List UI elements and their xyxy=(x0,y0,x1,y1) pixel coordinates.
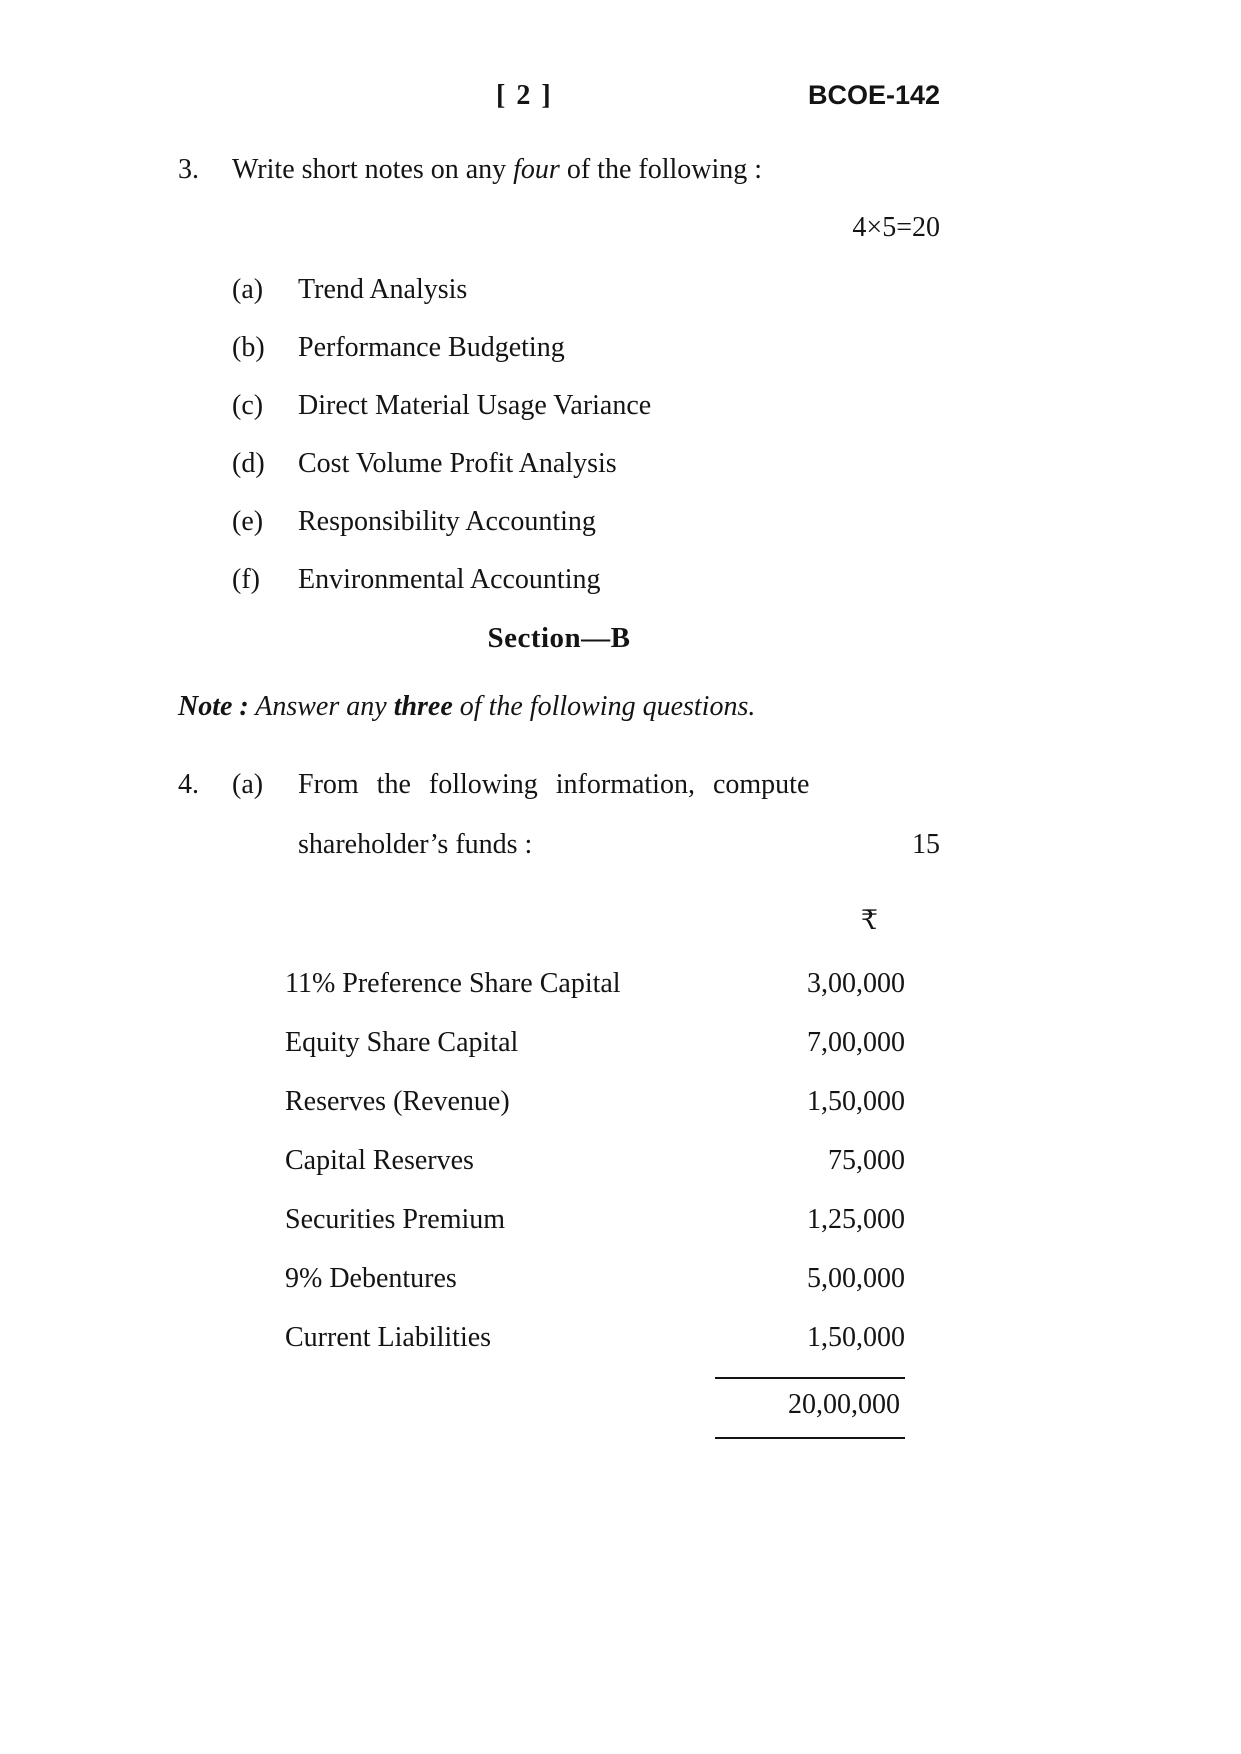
q3-italic-word: four xyxy=(513,154,560,185)
row-value: 3,00,000 xyxy=(807,968,905,999)
list-item xyxy=(232,448,940,480)
question-4-number: 4. xyxy=(178,769,199,800)
rupee-symbol: ₹ xyxy=(860,905,878,935)
row-value: 1,50,000 xyxy=(807,1086,905,1117)
page-header xyxy=(178,80,940,120)
row-value: 7,00,000 xyxy=(807,1027,905,1058)
q3-text-before: Write short notes on any xyxy=(232,154,514,185)
item-label: (a) xyxy=(232,274,264,305)
row-label: 11% Preference Share Capital xyxy=(285,968,621,999)
figures-table xyxy=(285,968,905,1439)
item-text: Direct Material Usage Variance xyxy=(298,390,652,421)
table-row xyxy=(285,1263,905,1295)
row-value: 1,25,000 xyxy=(807,1204,905,1235)
page-content xyxy=(178,80,940,1439)
list-item xyxy=(232,564,940,596)
question-3-marks: 4×5=20 xyxy=(852,212,940,243)
table-total-row xyxy=(285,1377,905,1439)
question-3-items xyxy=(232,274,940,596)
paper-code: BCOE-142 xyxy=(807,80,940,110)
question-4-line1: From the following information, compute xyxy=(298,769,810,800)
row-value: 1,50,000 xyxy=(807,1322,905,1353)
item-label: (f) xyxy=(232,564,260,595)
list-item xyxy=(232,506,940,538)
note-part2: of the following questions. xyxy=(452,691,756,722)
list-item xyxy=(232,274,940,306)
note-bold-word: three xyxy=(393,691,453,722)
row-value: 75,000 xyxy=(828,1145,905,1176)
question-3 xyxy=(178,154,940,186)
note-part1: Answer any xyxy=(248,691,394,722)
item-label: (c) xyxy=(232,390,264,421)
item-label: (b) xyxy=(232,332,265,363)
question-4-line2-row xyxy=(298,829,940,861)
row-value: 5,00,000 xyxy=(807,1263,905,1294)
question-4-line2: shareholder’s funds : xyxy=(298,829,533,860)
item-text: Responsibility Accounting xyxy=(298,506,596,537)
question-3-text xyxy=(232,154,940,186)
item-text: Environmental Accounting xyxy=(298,564,601,595)
total-value: 20,00,000 xyxy=(715,1377,905,1439)
question-3-number: 3. xyxy=(178,154,199,185)
table-row xyxy=(285,1322,905,1354)
item-label: (d) xyxy=(232,448,265,479)
question-4-sub-label: (a) xyxy=(232,769,264,800)
question-4 xyxy=(178,769,940,861)
table-row xyxy=(285,1086,905,1118)
row-label: Capital Reserves xyxy=(285,1145,474,1176)
list-item xyxy=(232,390,940,422)
row-label: 9% Debentures xyxy=(285,1263,457,1294)
item-text: Cost Volume Profit Analysis xyxy=(298,448,617,479)
table-row xyxy=(285,1145,905,1177)
item-text: Performance Budgeting xyxy=(298,332,565,363)
row-label: Reserves (Revenue) xyxy=(285,1086,510,1117)
table-row xyxy=(285,1027,905,1059)
row-label: Current Liabilities xyxy=(285,1322,492,1353)
item-label: (e) xyxy=(232,506,264,537)
row-label: Equity Share Capital xyxy=(285,1027,519,1058)
row-label: Securities Premium xyxy=(285,1204,506,1235)
item-text: Trend Analysis xyxy=(298,274,468,305)
list-item xyxy=(232,332,940,364)
page-number: [ 2 ] xyxy=(496,80,553,111)
section-heading: Section—B xyxy=(487,622,631,654)
question-4-marks: 15 xyxy=(912,829,940,860)
note-label: Note : xyxy=(178,691,249,722)
question-4-text xyxy=(298,769,940,861)
q3-text-after: of the following : xyxy=(559,154,763,185)
table-row xyxy=(285,1204,905,1236)
note-line xyxy=(178,691,940,723)
table-row xyxy=(285,968,905,1000)
